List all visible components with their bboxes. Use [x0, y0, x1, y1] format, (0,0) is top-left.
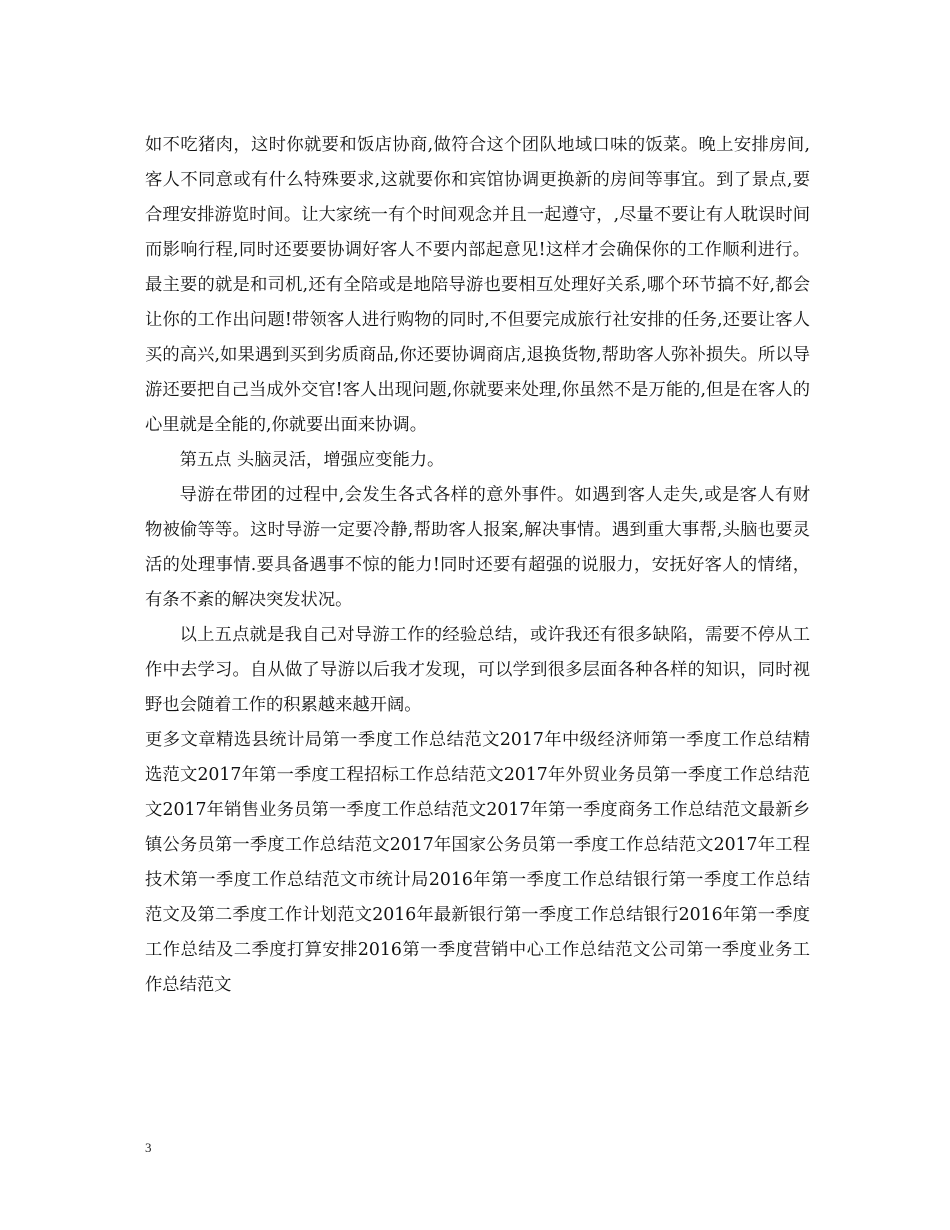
page-number: 3 — [145, 1140, 152, 1155]
paragraph-coordination: 如不吃猪肉，这时你就要和饭店协商,做符合这个团队地域口味的饭菜。晚上安排房间,客人不同意或有什么特殊要求,这就要你和宾馆协调更换新的房间等事宜。到了景点,要合理安排游览时间。让大家统一有个时间观念并且一起遵守，,尽量不要让有人耽误时间而影响行程,同时还要要协调好客人不要内部起意见!这样才会确保你的工作顺利进行。最主要的就是和司机,还有全陪或是地陪导游也要相互处理好关系,哪个环节搞不好,都会让你的工作出问题!带领客人进行购物的同时,不但要完成旅行社安排的任务,还要让客人买的高兴,如果遇到买到劣质商品,你还要协调商店,退换货物,帮助客人弥补损失。所以导游还要把自己当成外交官!客人出现问题,你就要来处理,你虽然不是万能的,但是在客人的心里就是全能的,你就要出面来协调。 — [145, 135, 810, 435]
paragraph-summary: 以上五点就是我自己对导游工作的经验总结，或许我还有很多缺陷，需要不停从工作中去学习。自从做了导游以后我才发现，可以学到很多层面各种各样的知识，同时视野也会随着工作的积累越来越开阔。 — [145, 625, 810, 715]
section-heading-fifth-point: 第五点 头脑灵活，增强应变能力。 — [179, 450, 445, 470]
paragraph-emergencies: 导游在带团的过程中,会发生各式各样的意外事件。如遇到客人走失,或是客人有财物被偷等等。这时导游一定要冷静,帮助客人报案,解决事情。遇到重大事帮,头脑也要灵活的处理事情.要具备遇事不惊的能力!同时还要有超强的说服力，安抚好客人的情绪，有条不紊的解决突发状况。 — [145, 485, 810, 610]
paragraph-more-articles: 更多文章精选县统计局第一季度工作总结范文2017年中级经济师第一季度工作总结精选范文2017年第一季度工程招标工作总结范文2017年外贸业务员第一季度工作总结范文2017年销售业务员第一季度工作总结范文2017年第一季度商务工作总结范文最新乡镇公务员第一季度工作总结范文2017年国家公务员第一季度工作总结范文2017年工程技术第一季度工作总结范文市统计局2016年第一季度工作总结银行第一季度工作总结范文及第二季度工作计划范文2016年最新银行第一季度工作总结银行2016年第一季度工作总结及二季度打算安排2016第一季度营销中心工作总结范文公司第一季度业务工作总结范文 — [145, 730, 810, 995]
document-body — [145, 128, 810, 1003]
